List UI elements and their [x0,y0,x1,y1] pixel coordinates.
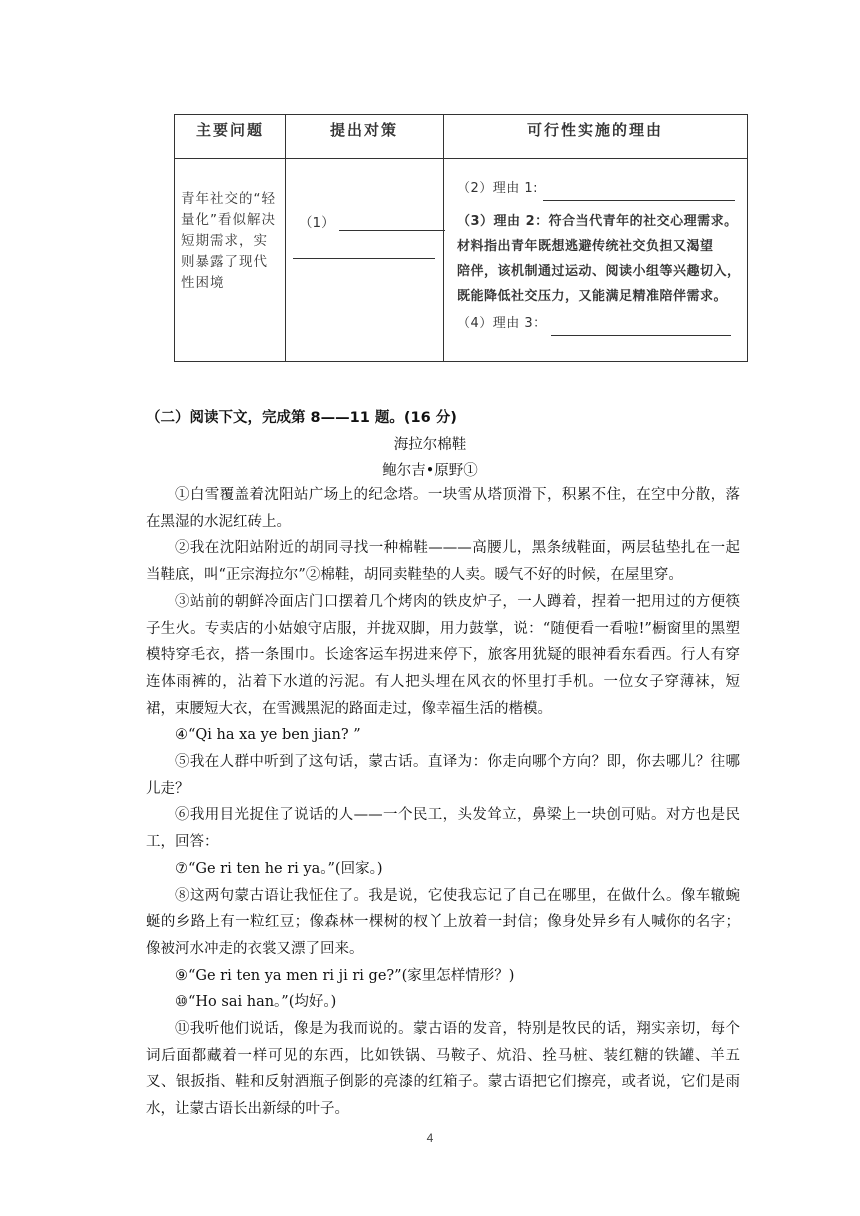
article-title: 海拉尔棉鞋 [393,437,467,453]
reason-1 [457,177,735,201]
reason-1-label: （2）理由 1: [457,181,539,196]
answer-blank [293,258,435,259]
article-author: 鲍尔吉•原野① [382,463,478,479]
paragraph: ⑪我听他们说话，像是为我而说的。蒙古语的发音，特别是牧民的话，翔实亲切，每个词后面都藏着一样可见的东西，比如铁锅、马鞍子、炕沿、拴马桩、装红糖的铁罐、羊五叉、银扳指、鞋和反射酒瓶子倒影的亮漆的红箱子。蒙古语把它们擦亮，或者说，它们是雨水，让蒙古语长出新绿的叶子。 [146,1021,740,1118]
table-divider [285,115,286,361]
reason-2-line: （3）理由 2：符合当代青年的社交心理需求。 [457,214,738,229]
header-main-problem: 主要问题 [195,121,264,139]
section-heading: （二）阅读下文，完成第 8——11 题。(16 分) [146,410,457,426]
paragraph: ④“Qi ha xa ye ben jian? ” [175,727,361,744]
article-body [146,482,740,1123]
paragraph: ⑧这两句蒙古语让我怔住了。我是说，它使我忘记了自己在哪里，在做什么。像车辙蜿蜒的乡路上有一粒红豆；像森林一棵树的杈丫上放着一封信；像身处异乡有人喊你的名字；像被河水冲走的衣裳又漂了回来。 [146,887,740,957]
header-feasibility-reason: 可行性实施的理由 [526,121,663,139]
countermeasure-item [299,211,445,231]
reason-2-line: 既能降低社交压力，又能满足精准陪伴需求。 [457,289,728,304]
answer-blank [551,318,731,336]
table-divider [175,158,747,159]
header-countermeasure: 提出对策 [329,121,398,139]
paragraph: ②我在沈阳站附近的胡同寻找一种棉鞋———高腰儿，黑条绒鞋面，两层毡垫扎在一起当鞋底，叫“正宗海拉尔”②棉鞋，胡同卖鞋垫的人卖。暖气不好的时候，在屋里穿。 [146,540,740,584]
paragraph: ③站前的朝鲜冷面店门口摆着几个烤肉的铁皮炉子，一人蹲着，捏着一把用过的方便筷子生火。专卖店的小姑娘守店服，并拢双脚，用力鼓掌，说：“随便看一看啦!”橱窗里的黑塑模特穿毛衣，搭一条围巾。长途客运车拐进来停下，旅客用犹疑的眼神看东看西。行人有穿连体雨裤的，沾着下水道的污泥。有人把头埋在风衣的怀里打手机。一位女子穿薄袜，短裙，束腰短大衣，在雪溅黑泥的路面走过，像幸福生活的楷模。 [146,593,740,717]
countermeasure-label: （1） [299,215,335,231]
page-number: 4 [426,1131,434,1145]
paragraph: ⑩“Ho sai han。”(均好。) [175,994,337,1011]
paragraph: ⑥我用目光捉住了说话的人——一个民工，头发耸立，鼻梁上一块创可贴。对方也是民工，回答： [146,807,740,851]
strategy-table [174,114,748,362]
table-divider [443,115,444,361]
answer-blank [543,183,735,201]
paragraph: ⑦“Ge ri ten he ri ya。”(回家。) [175,860,383,877]
reason-2-line: 陪伴，该机制通过运动、阅读小组等兴趣切入， [457,264,741,279]
reason-3-label: （4）理由 3： [457,316,547,331]
reason-3 [457,312,731,336]
paragraph: ①白雪覆盖着沈阳站广场上的纪念塔。一块雪从塔顶滑下，积累不住，在空中分散，落在黑湿的水泥红砖上。 [146,487,740,530]
paragraph: ⑤我在人群中听到了这句话，蒙古话。直译为：你走向哪个方向？即，你去哪儿？往哪儿走？ [146,754,740,797]
main-problem-cell: 青年社交的“轻量化”看似解决短期需求，实则暴露了现代性困境 [181,191,276,291]
reason-2-line: 材料指出青年既想逃避传统社交负担又渴望 [457,239,714,254]
answer-blank [339,214,445,231]
paragraph: ⑨“Ge ri ten ya men ri ji ri ge?”(家里怎样情形？) [175,967,515,984]
